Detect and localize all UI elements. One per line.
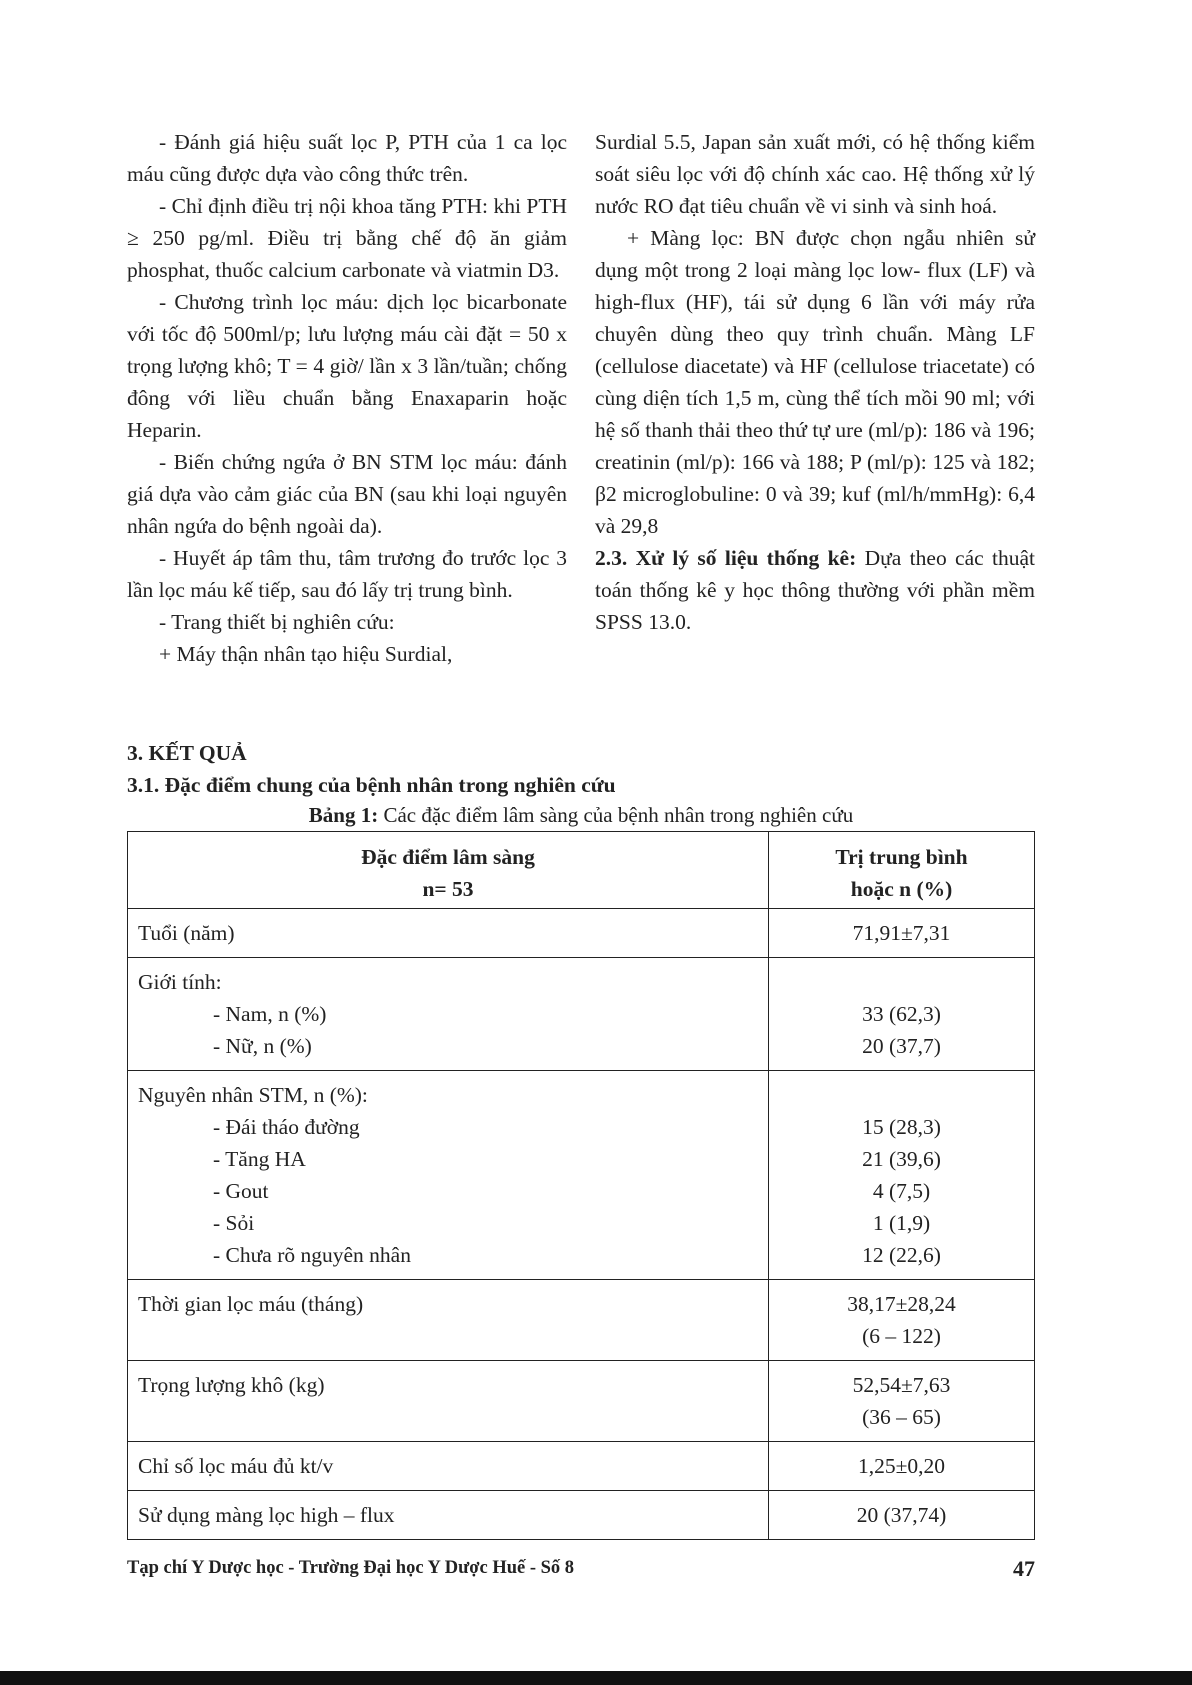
row-label: Sử dụng màng lọc high – flux xyxy=(128,1491,769,1540)
row-label: Thời gian lọc máu (tháng) xyxy=(128,1280,769,1361)
row-sublabel: - Nam, n (%) xyxy=(213,1002,327,1026)
table-row xyxy=(128,1071,1035,1280)
header-value xyxy=(769,832,1035,909)
row-sublabel: - Sỏi xyxy=(213,1211,255,1235)
paragraph: - Biến chứng ngứa ở BN STM lọc máu: đánh giá dựa vào cảm giác của BN (sau khi loại nguyên nhân ngứa do bệnh ngoài da). xyxy=(127,450,567,538)
row-label xyxy=(128,958,769,1071)
header-text: n= 53 xyxy=(422,877,474,901)
row-value xyxy=(769,1361,1035,1442)
statistics-heading: 2.3. Xử lý số liệu thống kê: xyxy=(595,546,857,570)
table-row xyxy=(128,1442,1035,1491)
left-column xyxy=(127,126,567,670)
paragraph: - Trang thiết bị nghiên cứu: xyxy=(159,610,395,634)
table-row xyxy=(128,1491,1035,1540)
statistics-text: Dựa theo các thuật toán thống kê y học thông thường với phần mềm SPSS 13.0. xyxy=(595,546,1035,634)
row-value-text: 1 (1,9) xyxy=(872,1211,931,1235)
row-value-text: (36 – 65) xyxy=(862,1405,941,1429)
table-row xyxy=(128,909,1035,958)
row-value: 1,25±0,20 xyxy=(769,1442,1035,1491)
row-value-text: 33 (62,3) xyxy=(862,1002,941,1026)
paragraph: Surdial 5.5, Japan sản xuất mới, có hệ thống kiểm soát siêu lọc với độ chính xác cao. Hệ thống xử lý nước RO đạt tiêu chuẩn về vi sinh và sinh hoá. xyxy=(595,130,1035,218)
row-value: 20 (37,74) xyxy=(769,1491,1035,1540)
row-label: Tuổi (năm) xyxy=(128,909,769,958)
row-value-text: 12 (22,6) xyxy=(862,1243,941,1267)
page-number: 47 xyxy=(1013,1556,1035,1581)
row-sublabel: - Chưa rõ nguyên nhân xyxy=(213,1243,411,1267)
row-sublabel: - Nữ, n (%) xyxy=(213,1034,312,1058)
row-sublabel: - Đái tháo đường xyxy=(213,1115,360,1139)
row-value xyxy=(769,1280,1035,1361)
paragraph: + Máy thận nhân tạo hiệu Surdial, xyxy=(159,642,453,666)
header-text: Trị trung bình xyxy=(835,845,968,869)
row-value-text: 52,54±7,63 xyxy=(852,1373,951,1397)
clinical-characteristics-table xyxy=(127,831,1035,1540)
table-caption-label: Bảng 1: xyxy=(308,803,379,827)
paragraph: - Chỉ định điều trị nội khoa tăng PTH: khi PTH ≥ 250 pg/ml. Điều trị bằng chế độ ăn giảm phosphat, thuốc calcium carbonate và viatmin D3. xyxy=(127,194,567,282)
row-sublabel: - Gout xyxy=(213,1179,269,1203)
header-text: Đặc điểm lâm sàng xyxy=(361,845,535,869)
row-value-text: 15 (28,3) xyxy=(862,1115,941,1139)
subsection-heading: 3.1. Đặc điểm chung của bệnh nhân trong nghiên cứu xyxy=(127,773,616,797)
row-value-text: 21 (39,6) xyxy=(862,1147,941,1171)
row-sublabel: - Tăng HA xyxy=(213,1147,306,1171)
paragraph: - Huyết áp tâm thu, tâm trương đo trước lọc 3 lần lọc máu kế tiếp, sau đó lấy trị trung bình. xyxy=(127,546,567,602)
row-label: Trọng lượng khô (kg) xyxy=(128,1361,769,1442)
row-label-text: Giới tính: xyxy=(138,970,222,994)
right-column xyxy=(595,126,1035,638)
paragraph xyxy=(595,542,1035,638)
scan-edge-band xyxy=(0,1671,1192,1685)
paragraph: - Đánh giá hiệu suất lọc P, PTH của 1 ca lọc máu cũng được dựa vào công thức trên. xyxy=(127,130,567,186)
row-label xyxy=(128,1071,769,1280)
paragraph: - Chương trình lọc máu: dịch lọc bicarbonate với tốc độ 500ml/p; lưu lượng máu cài đặt = 50 x trọng lượng khô; T = 4 giờ/ lần x 3 lần/tuần; chống đông với liều chuẩn bằng Enaxaparin hoặc Heparin. xyxy=(127,290,567,442)
table-row xyxy=(128,1280,1035,1361)
row-label-text: Nguyên nhân STM, n (%): xyxy=(138,1083,368,1107)
header-characteristic xyxy=(128,832,769,909)
row-value: 71,91±7,31 xyxy=(769,909,1035,958)
table-caption-text: Các đặc điểm lâm sàng của bệnh nhân trong nghiên cứu xyxy=(378,803,854,827)
row-value xyxy=(769,958,1035,1071)
row-label: Chỉ số lọc máu đủ kt/v xyxy=(128,1442,769,1491)
row-value-text: 20 (37,7) xyxy=(862,1034,941,1058)
table-header-row xyxy=(128,832,1035,909)
table-row xyxy=(128,1361,1035,1442)
row-value-text: 4 (7,5) xyxy=(872,1179,931,1203)
row-value xyxy=(769,1071,1035,1280)
table-caption xyxy=(127,800,1035,830)
table-row xyxy=(128,958,1035,1071)
paragraph: + Màng lọc: BN được chọn ngẫu nhiên sử dụng một trong 2 loại màng lọc low- flux (LF) và high-flux (HF), tái sử dụng 6 lần với máy rửa chuyên dùng theo quy trình chuẩn. Màng LF (cellulose diacetate) và HF (cellulose triacetate) có cùng diện tích 1,5 m, cùng thể tích mồi 90 ml; với hệ số thanh thải theo thứ tự ure (ml/p): 186 và 196; creatinin (ml/p): 166 và 188; P (ml/p): 125 và 182; β2 microglobuline: 0 và 39; kuf (ml/h/mmHg): 6,4 và 29,8 xyxy=(595,226,1035,538)
row-value-text: 38,17±28,24 xyxy=(847,1292,956,1316)
row-value-text: (6 – 122) xyxy=(862,1324,941,1348)
section-heading: 3. KẾT QUẢ xyxy=(127,741,247,765)
header-text: hoặc n (%) xyxy=(850,877,953,901)
journal-footer: Tạp chí Y Dược học - Trường Đại học Y Dược Huế - Số 8 xyxy=(127,1558,575,1578)
